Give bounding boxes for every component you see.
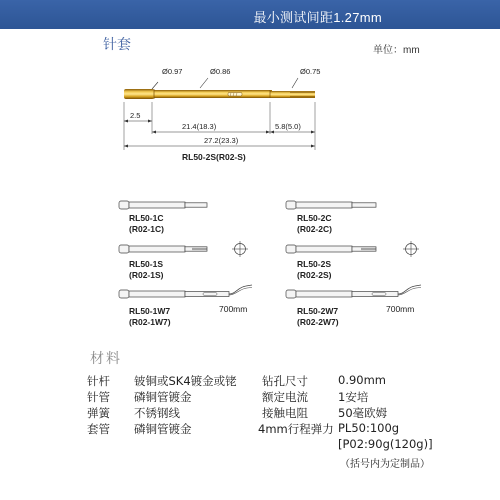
spec-label: 钻孔尺寸 — [262, 374, 308, 388]
main-pin-drawing — [120, 58, 350, 173]
custom-note: （括号内为定制品） — [340, 459, 430, 470]
material-value: 磷铜管镀金 — [134, 422, 192, 436]
variant-alt-5: (R02-2W7) — [297, 317, 339, 327]
material-value: 不锈钢线 — [134, 406, 180, 420]
spec-label: 额定电流 — [262, 390, 308, 404]
variant-alt-4: (R02-1W7) — [129, 317, 171, 327]
variant-alt-1: (R02-2C) — [297, 224, 332, 234]
variant-name-5: RL50-2W7 — [297, 306, 339, 316]
variant-name-3: RL50-2S — [297, 259, 332, 269]
wire-length-0: 700mm — [219, 304, 248, 314]
material-value: 铍铜或SK4镀金或铑 — [134, 374, 237, 388]
unit-label: 单位：mm — [373, 45, 420, 56]
wire-lead — [229, 285, 252, 294]
pin-sketch-2c — [285, 198, 380, 212]
section-title: 针套 — [103, 36, 131, 52]
material-label: 套管 — [87, 422, 110, 436]
wire-length-1: 700mm — [386, 304, 415, 314]
diameter-label-1: Ø0.86 — [210, 67, 231, 76]
spec-label: 4mm行程弹力 — [258, 422, 334, 436]
material-label: 针杆 — [87, 374, 110, 388]
variant-name-0: RL50-1C — [129, 213, 164, 223]
pin-sketch-1s — [118, 239, 258, 259]
diameter-label-0: Ø0.97 — [162, 67, 183, 76]
variant-name-2: RL50-1S — [129, 259, 164, 269]
spec-value: 50毫欧姆 — [338, 406, 388, 420]
dim-label-0: 2.5 — [130, 111, 141, 120]
leader-line — [200, 78, 208, 88]
header-bar — [0, 0, 500, 29]
dim-label-1: 21.4(18.3) — [182, 122, 217, 131]
materials-title: 材料 — [90, 350, 122, 366]
pin-socket — [270, 91, 315, 98]
spec-value: 0.90mm — [338, 373, 387, 387]
material-value: 磷铜管镀金 — [134, 390, 192, 404]
leader-line — [152, 82, 158, 89]
pin-barrel — [154, 90, 272, 98]
pin-sketch-2w7 — [285, 283, 425, 305]
diameter-label-2: Ø0.75 — [300, 67, 321, 76]
dim-label-2: 5.8(5.0) — [275, 122, 301, 131]
variant-alt-0: (R02-1C) — [129, 224, 164, 234]
pin-sketch-2s — [285, 239, 425, 259]
variant-alt-3: (R02-2S) — [297, 270, 332, 280]
dim-label-3: 27.2(23.3) — [204, 136, 239, 145]
spring-force-extra: [P02:90g(120g)] — [338, 437, 433, 451]
page-title: 最小测试间距1.27mm — [253, 10, 382, 25]
variant-name-1: RL50-2C — [297, 213, 332, 223]
pin-sketch-1w7 — [118, 283, 258, 305]
spec-value: PL50:100g — [338, 421, 400, 435]
pin-sketch-1c — [118, 198, 210, 212]
wire-lead — [398, 285, 421, 294]
material-label: 针管 — [87, 390, 110, 404]
model-label: RL50-2S(R02-S) — [182, 152, 246, 162]
leader-line — [292, 78, 298, 88]
spec-label: 接触电阻 — [262, 406, 308, 420]
variant-name-4: RL50-1W7 — [129, 306, 171, 316]
pin-head — [124, 89, 154, 99]
variant-alt-2: (R02-1S) — [129, 270, 164, 280]
spec-value: 1安培 — [338, 390, 369, 404]
material-label: 弹簧 — [87, 406, 110, 420]
